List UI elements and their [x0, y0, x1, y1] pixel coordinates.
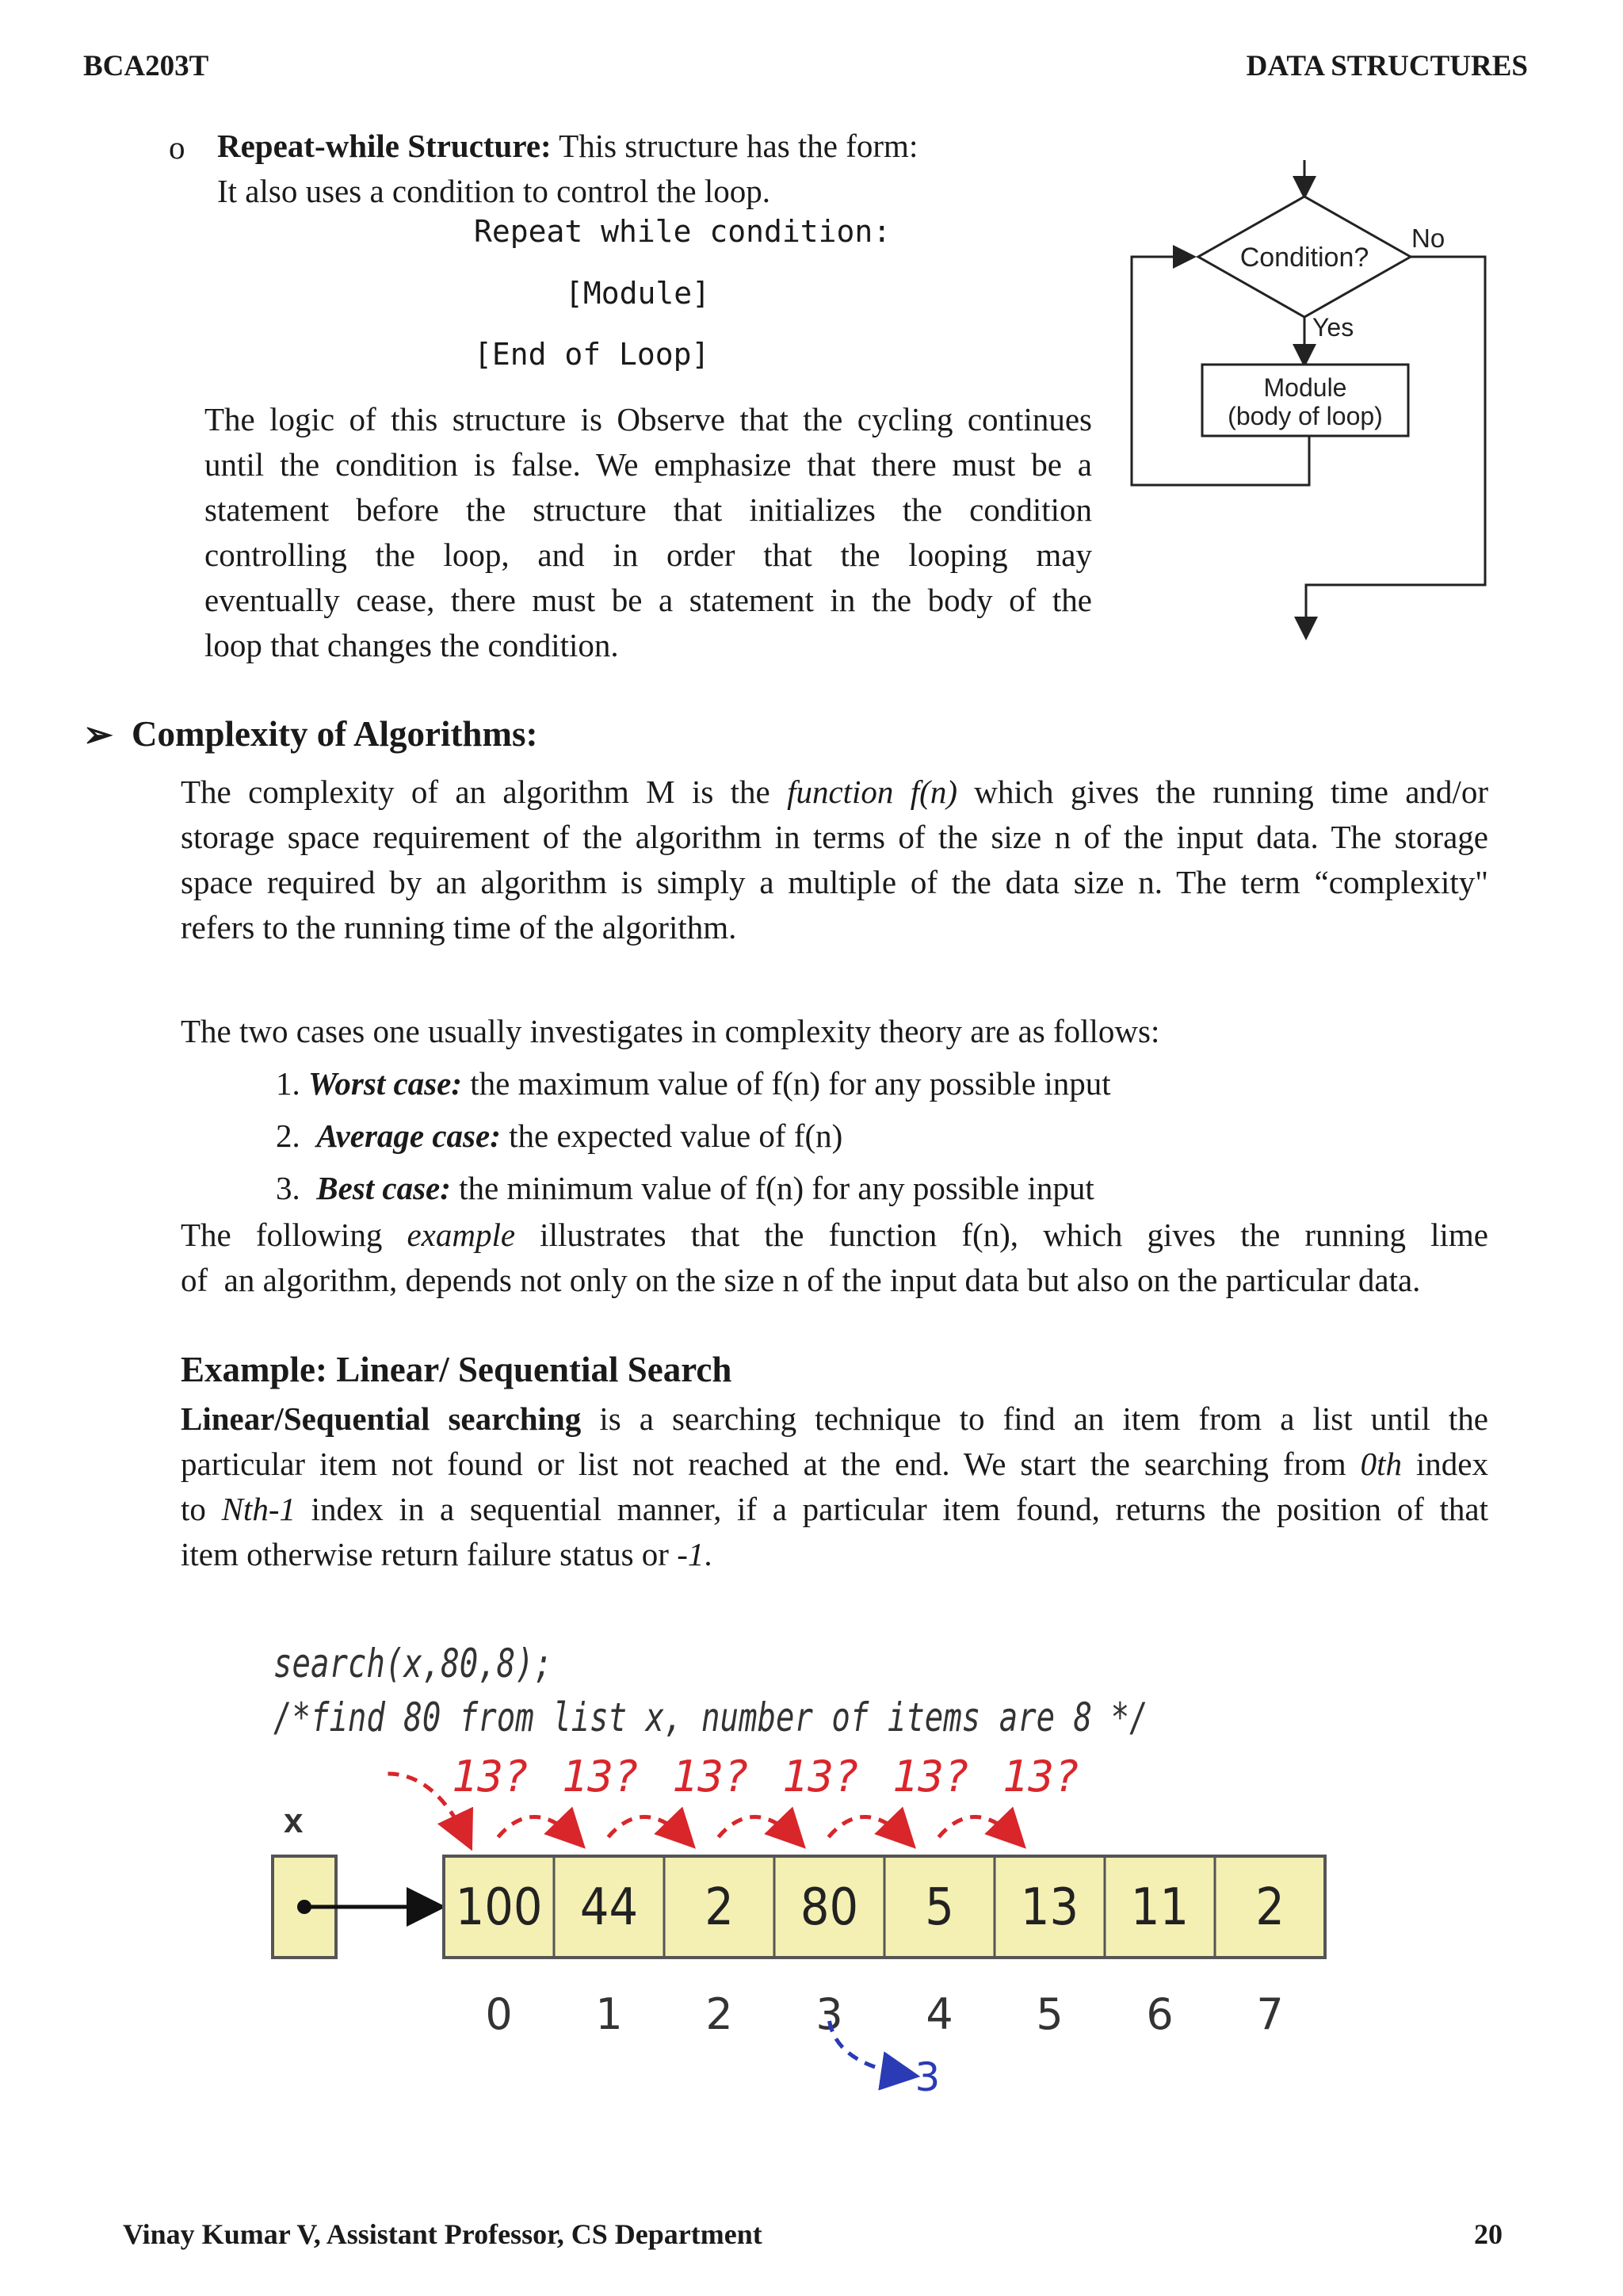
probe-arrow: [939, 1817, 1018, 1840]
para-line: eventually cease, there must be a statement in the body of the: [204, 582, 1092, 618]
case-number: 2.: [276, 1117, 317, 1154]
array-value: 13: [1020, 1878, 1079, 1937]
text-run: The complexity of an algorithm M is the: [181, 774, 788, 810]
text-run: is a searching technique to find an item from a list until the: [581, 1400, 1488, 1437]
array-index: 2: [705, 1989, 733, 2039]
para-line: controlling the loop, and in order that the looping may: [204, 537, 1092, 573]
footer-author: Vinay Kumar V, Assistant Professor, CS Department: [123, 2218, 762, 2250]
para-line: until the condition is false. We emphasize that there must be a: [204, 446, 1092, 483]
complexity-heading: Complexity of Algorithms:: [132, 714, 538, 754]
emphasis: Nth-1: [221, 1491, 296, 1527]
module-label: Module: [1263, 373, 1347, 402]
bold-term: Linear/Sequential searching: [181, 1400, 582, 1437]
case-name: Best case:: [316, 1170, 451, 1206]
module-sublabel: (body of loop): [1228, 402, 1383, 430]
example-heading: Example: Linear/ Sequential Search: [181, 1350, 732, 1389]
case-desc: the expected value of f(n): [500, 1117, 843, 1154]
example-paragraph: [181, 1396, 1488, 1577]
text-run: index: [1401, 1446, 1488, 1482]
text-run: item otherwise return failure status or -: [181, 1536, 688, 1572]
probe-arrow: [829, 1817, 908, 1840]
probe-arrow: [719, 1817, 798, 1840]
array-index: 4: [926, 1989, 953, 2039]
subject-title: DATA STRUCTURES: [1246, 50, 1528, 82]
para-line: [181, 1532, 1488, 1577]
array-index: 6: [1146, 1989, 1174, 2039]
code-line-1: Repeat while condition:: [474, 214, 892, 249]
course-code: BCA203T: [83, 50, 209, 82]
repeat-while-form: This structure has the form:: [551, 128, 918, 164]
emphasis: 0th: [1360, 1446, 1402, 1482]
page-number: 20: [1474, 2218, 1503, 2250]
case-number: 3.: [276, 1170, 317, 1206]
cases-intro: The two cases one usually investigates in complexity theory are as follows:: [181, 1013, 1160, 1049]
text-run: .: [704, 1536, 712, 1572]
para-line: [181, 770, 1488, 815]
case-desc: the minimum value of f(n) for any possible input: [450, 1170, 1094, 1206]
para-line: loop that changes the condition.: [204, 627, 619, 663]
para-line: storage space requirement of the algorithm in terms of the size n of the input data. The storage: [181, 819, 1488, 855]
probe-arrow: [498, 1817, 578, 1840]
text-run: which gives the running time and/or: [957, 774, 1488, 810]
emphasis: example: [407, 1217, 516, 1253]
case-desc: the maximum value of f(n) for any possible input: [461, 1065, 1111, 1102]
condition-label: Condition?: [1239, 243, 1369, 273]
example-intro-paragraph: [181, 1213, 1488, 1303]
probe-label: 13?: [562, 1752, 640, 1801]
code-line-3: [End of Loop]: [474, 337, 710, 372]
text-run: index in a sequential manner, if a particular item found, returns the position of that: [295, 1491, 1488, 1527]
probe-label: 13?: [892, 1752, 970, 1801]
emphasis: function f(n): [787, 774, 957, 810]
array-value: 2: [705, 1878, 734, 1937]
para-line: [181, 1396, 1488, 1442]
array-index: 1: [595, 1989, 623, 2039]
array-index: 3: [815, 1989, 843, 2039]
probe-label: 13?: [452, 1752, 529, 1801]
text-run: The following: [181, 1217, 407, 1253]
search-call-code: search(x,80,8);: [273, 1641, 553, 1687]
case-item: [276, 1061, 1111, 1106]
array-value: 5: [925, 1878, 954, 1937]
variable-x-label: x: [284, 1801, 304, 1840]
no-label: No: [1411, 223, 1445, 253]
para-line: statement before the structure that initializes the condition: [204, 491, 1092, 528]
case-item: [276, 1114, 842, 1159]
repeat-while-title: Repeat-while Structure:: [217, 128, 552, 164]
complexity-paragraph: [181, 770, 1488, 950]
para-line: [181, 1487, 1488, 1532]
repeat-while-paragraph: [204, 397, 1092, 668]
array-value: 100: [455, 1878, 543, 1937]
para-line: [181, 1442, 1488, 1487]
array-value: 44: [579, 1878, 639, 1937]
repeat-while-flowchart: [1109, 151, 1506, 650]
case-name: Average case:: [316, 1117, 501, 1154]
yes-label: Yes: [1312, 313, 1354, 342]
probe-label: 13?: [672, 1752, 750, 1801]
probe-label: 13?: [782, 1752, 860, 1801]
array-value: 2: [1255, 1878, 1285, 1937]
para-line: [181, 1213, 1488, 1258]
para-line: refers to the running time of the algorithm.: [181, 909, 737, 946]
emphasis: 1: [687, 1536, 705, 1572]
repeat-while-line2: It also uses a condition to control the loop.: [217, 173, 771, 209]
list-bullet: o: [169, 129, 185, 166]
probe-label: 13?: [1002, 1752, 1080, 1801]
array-value: 80: [800, 1878, 859, 1937]
para-line: The logic of this structure is Observe that the cycling continues: [204, 401, 1092, 437]
para-line: space required by an algorithm is simply a multiple of the data size n. The term “complexity": [181, 864, 1488, 900]
text-run: particular item not found or list not reached at the end. We start the searching from: [181, 1446, 1361, 1482]
probe-arrow: [609, 1817, 688, 1840]
code-line-2: [Module]: [565, 276, 711, 311]
array-value: 11: [1130, 1878, 1190, 1937]
search-comment-code: /*find 80 from list x, number of items are 8 */: [273, 1694, 1148, 1740]
array-index: 5: [1036, 1989, 1064, 2039]
text-run: to: [181, 1491, 222, 1527]
array-index: 7: [1256, 1989, 1284, 2039]
case-name: Worst case:: [308, 1065, 462, 1102]
array-index: 0: [485, 1989, 513, 2039]
para-line: of an algorithm, depends not only on the size n of the input data but also on the particular data.: [181, 1262, 1421, 1298]
result-value: 3: [915, 2054, 941, 2100]
case-number: 1.: [276, 1065, 308, 1102]
text-run: illustrates that the function f(n), which gives the running lime: [515, 1217, 1488, 1253]
repeat-while-intro: [217, 124, 918, 169]
search-array-diagram: [262, 1625, 1339, 2100]
linear-search-figure: [262, 1625, 1339, 2100]
case-item: [276, 1166, 1094, 1211]
arrow-bullet: ➢: [83, 715, 113, 755]
